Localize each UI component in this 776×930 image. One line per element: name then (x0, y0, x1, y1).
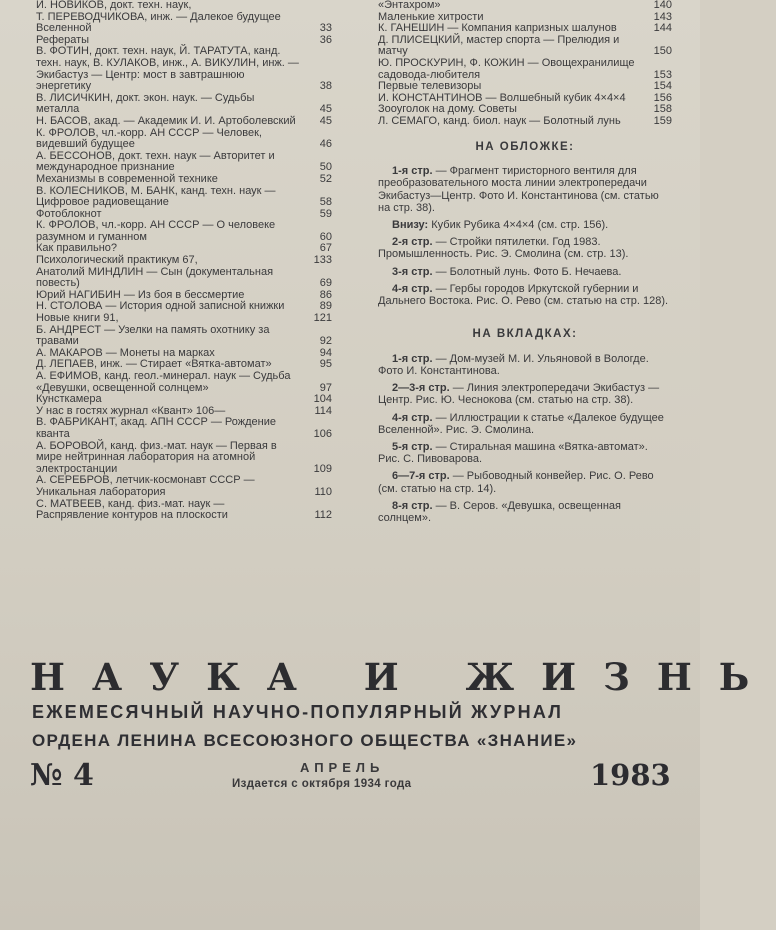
toc-entry-page: 156 (653, 91, 672, 104)
toc-entry-text: К. ФРОЛОВ, чл.-корр. АН СССР — О человеке разумном и гуманном (36, 219, 276, 243)
toc-entry-text: Н. БАСОВ, акад. — Академик И. И. Артоболевский (36, 114, 296, 127)
toc-entry (36, 46, 332, 92)
magazine-title: НАУКА И ЖИЗНЬ (30, 655, 776, 699)
toc-entry-page: 114 (314, 404, 332, 417)
toc-entry-text: Новые книги 91, (36, 312, 119, 325)
toc-entry-page: 94 (319, 346, 332, 359)
caption-text: — Болотный лунь. Фото Б. Нечаева. (435, 265, 622, 278)
toc-entry-page: 89 (319, 300, 332, 313)
toc-entry-page: 121 (313, 312, 332, 325)
toc-entry (36, 116, 332, 128)
toc-entry (36, 128, 332, 151)
toc-entry-text: И. НОВИКОВ, докт. техн. наук, (36, 0, 192, 11)
toc-right-list (378, 0, 672, 128)
caption-lead: 5-я стр. (392, 440, 433, 453)
caption-paragraph (378, 382, 672, 406)
toc-entry (36, 267, 332, 290)
caption-paragraph (378, 470, 672, 494)
toc-entry-page: 50 (319, 161, 332, 174)
toc-entry-text: И. КОНСТАНТИНОВ — Волшебный кубик 4×4×4 (378, 91, 626, 104)
toc-entry-page: 158 (653, 103, 672, 116)
caption-paragraph (378, 412, 672, 436)
caption-lead: 4-я стр. (392, 282, 433, 295)
toc-entry-page: 110 (314, 485, 332, 498)
toc-entry (378, 116, 672, 128)
toc-entry (36, 417, 332, 440)
toc-entry-page: 86 (319, 288, 332, 301)
toc-entry-page: 143 (653, 10, 672, 23)
toc-entry (36, 12, 332, 35)
toc-entry-text: Фотоблокнот (36, 207, 102, 220)
toc-entry-text: Маленькие хитрости (378, 10, 484, 23)
toc-entry-page: 45 (319, 103, 332, 116)
toc-entry-text: В. ЛИСИЧКИН, докт. экон. наук. — Судьбы металла (36, 91, 255, 116)
toc-entry-text: А. СЕРЕБРОВ, летчик-космонавт СССР — Уникальная лаборатория (36, 474, 255, 498)
toc-entry-text: К. ГАНЕШИН — Компания капризных шалунов (378, 22, 617, 35)
toc-entry (36, 475, 332, 498)
toc-entry-text: С. МАТВЕЕВ, канд. физ.-мат. наук — Распрявление контуров на плоскости (36, 497, 228, 522)
toc-entry-page: 106 (313, 427, 332, 440)
toc-entry (378, 0, 672, 12)
toc-entry-page: 38 (319, 80, 332, 93)
toc-entry (378, 35, 672, 58)
toc-entry (36, 255, 332, 267)
toc-left-column (36, 0, 332, 522)
toc-entry-text: В. КОЛЕСНИКОВ, М. БАНК, канд. техн. наук — Цифровое радиовещание (36, 184, 276, 209)
caption-lead: 6—7-я стр. (392, 470, 450, 483)
toc-entry-text: А. БОРОВОЙ, канд. физ.-мат. наук — Первая в мире нейтринная лаборатория на атомной электростанции (36, 439, 277, 475)
toc-entry-text: Т. ПЕРЕВОДЧИКОВА, инж. — Далекое будущее Вселенной (36, 10, 281, 35)
toc-entry-text: В. ФАБРИКАНТ, акад. АПН СССР — Рождение кванта (36, 416, 276, 440)
toc-entry-page: 159 (653, 114, 672, 127)
caption-lead: 1-я стр. (392, 165, 433, 178)
toc-entry (36, 313, 332, 325)
toc-entry-text: Д. ЛЕПАЕВ, инж. — Стирает «Вятка-автомат» (36, 358, 272, 371)
toc-entry-page: 60 (319, 230, 332, 243)
cover-heading: НА ОБЛОЖКЕ: (475, 140, 575, 153)
toc-entry-page: 153 (653, 68, 672, 81)
toc-entry-page: 112 (314, 509, 332, 522)
inserts-description (378, 353, 672, 524)
magazine-subtitle: ЕЖЕМЕСЯЧНЫЙ НАУЧНО-ПОПУЛЯРНЫЙ ЖУРНАЛ (32, 702, 564, 722)
toc-entry-page: 133 (313, 254, 332, 267)
toc-entry-text: А. МАКАРОВ — Монеты на марках (36, 346, 215, 359)
caption-lead: 3-я стр. (392, 265, 433, 278)
toc-entry (36, 186, 332, 209)
caption-lead: 4-я стр. (392, 411, 433, 424)
toc-entry-page: 69 (319, 277, 332, 290)
toc-entry-page: 36 (319, 33, 332, 46)
toc-entry-text: Юрий НАГИБИН — Из боя в бессмертие (36, 288, 245, 301)
toc-entry-page: 109 (313, 462, 332, 475)
toc-entry-text: К. ФРОЛОВ, чл.-корр. АН СССР — Человек, видевший будущее (36, 126, 262, 151)
toc-entry (36, 220, 332, 243)
toc-entry (378, 58, 672, 81)
caption-text: — Гербы городов Иркутской губернии и Дальнего Востока. Рис. О. Рево (см. статью на стр. 128). (378, 282, 669, 307)
caption-paragraph (378, 165, 672, 214)
toc-entry-text: Ю. ПРОСКУРИН, Ф. КОЖИН — Овощехранилище садовода-любителя (378, 56, 635, 81)
caption-paragraph (378, 236, 672, 260)
caption-text: — Стройки пятилетки. Год 1983. Промышленность. Рис. Э. Смолина (см. стр. 13). (378, 236, 629, 261)
toc-entry-text: «Энтахром» (378, 0, 441, 11)
caption-text: — Рыбоводный конвейер. Рис. О. Рево (см. статью на стр. 14). (378, 470, 654, 495)
caption-text: — Фрагмент тиристорного вентиля для преобразовательного моста линии электропередачи Экибастуз—Центр. Фото И. Константинова (см. статью на стр. 38). (378, 165, 659, 214)
caption-text: — Дом-музей М. И. Ульяновой в Вологде. Фото И. Константинова. (378, 352, 649, 377)
toc-entry-text: В. ФОТИН, докт. техн. наук, Й. ТАРАТУТА, канд. техн. наук, В. КУЛАКОВ, инж., А. ВИКУЛИН, инж. — Экибастуз — Центр: мост в завтрашнюю энергетику (36, 45, 299, 93)
toc-entry-page: 154 (653, 80, 672, 93)
published-since: Издается с октября 1934 года (232, 778, 412, 790)
toc-entry-text: Н. СТОЛОВА — История одной записной книжки (36, 300, 285, 313)
toc-entry (378, 81, 672, 93)
toc-entry-page: 46 (319, 138, 332, 151)
caption-text: Кубик Рубика 4×4×4 (см. стр. 156). (431, 218, 609, 231)
caption-text: — Линия электропередачи Экибастуз — Центр. Рис. Ю. Чеснокова (см. статью на стр. 38). (378, 382, 660, 407)
toc-right-column (378, 0, 672, 529)
toc-entry-page: 144 (653, 22, 672, 35)
issue-number: № 4 (30, 758, 94, 793)
toc-entry (36, 93, 332, 116)
issue-year: 1983 (590, 758, 671, 792)
inserts-heading: НА ВКЛАДКАХ: (472, 328, 578, 341)
toc-entry (36, 325, 332, 348)
caption-lead: 1-я стр. (392, 352, 433, 365)
toc-entry-page: 33 (319, 22, 332, 35)
toc-entry (36, 441, 332, 476)
caption-lead: 2-я стр. (392, 236, 433, 249)
caption-paragraph (378, 219, 672, 231)
toc-entry (36, 371, 332, 394)
caption-paragraph (378, 353, 672, 377)
toc-entry-page: 45 (319, 114, 332, 127)
toc-entry-text: Л. СЕМАГО, канд. биол. наук — Болотный лунь (378, 114, 621, 127)
toc-entry-page: 58 (319, 196, 332, 209)
caption-lead: Внизу: (392, 218, 429, 231)
issue-month: АПРЕЛЬ (300, 760, 385, 775)
caption-paragraph (378, 283, 672, 307)
caption-lead: 2—3-я стр. (392, 382, 450, 395)
toc-entry-text: А. БЕССОНОВ, докт. техн. наук — Авторитет и международное признание (36, 149, 275, 174)
toc-entry-page: 150 (653, 45, 672, 58)
toc-entry-text: Психологический практикум 67, (36, 254, 198, 267)
caption-paragraph (378, 266, 672, 278)
toc-entry-page: 97 (319, 381, 332, 394)
toc-entry-page: 67 (319, 242, 332, 255)
toc-entry-page: 92 (319, 335, 332, 348)
toc-entry-page: 59 (319, 207, 332, 220)
cover-description (378, 165, 672, 307)
magazine-publisher: ОРДЕНА ЛЕНИНА ВСЕСОЮЗНОГО ОБЩЕСТВА «ЗНАНИЕ» (32, 731, 578, 750)
toc-entry (36, 174, 332, 186)
toc-entry-text: А. ЕФИМОВ, канд. геол.-минерал. наук — Судьба «Девушки, освещенной солнцем» (36, 370, 291, 394)
toc-entry (36, 0, 332, 12)
toc-entry-text: Рефераты (36, 33, 90, 46)
toc-entry-text: Зооуголок на дому. Советы (378, 103, 517, 116)
toc-entry-text: Механизмы в современной технике (36, 172, 218, 185)
toc-entry-page: 104 (313, 393, 332, 406)
toc-entry-text: Б. АНДРЕСТ — Узелки на память охотнику за травами (36, 323, 270, 348)
toc-entry-page: 52 (319, 172, 332, 185)
caption-paragraph (378, 500, 672, 524)
caption-text: — Стиральная машина «Вятка-автомат». Рис. С. Пивоварова. (378, 440, 648, 466)
toc-entry-page: 95 (319, 358, 332, 371)
toc-entry-text: У нас в гостях журнал «Квант» 106— (36, 404, 226, 417)
toc-entry-page: 140 (653, 0, 672, 11)
toc-entry-text: Кунсткамера (36, 393, 102, 406)
caption-text: — Иллюстрации к статье «Далекое будущее Вселенной». Рис. Э. Смолина. (378, 411, 664, 436)
toc-entry (36, 151, 332, 174)
toc-entry-text: Д. ПЛИСЕЦКИЙ, мастер спорта — Прелюдия и матчу (378, 33, 620, 58)
toc-entry-text: Первые телевизоры (378, 80, 482, 93)
toc-entry-text: Как правильно? (36, 242, 118, 255)
caption-lead: 8-я стр. (392, 499, 433, 512)
toc-entry (36, 499, 332, 522)
caption-text: — В. Серов. «Девушка, освещенная солнцем». (378, 499, 621, 524)
toc-entry-text: Анатолий МИНДЛИН — Сын (документальная повесть) (36, 265, 274, 290)
caption-paragraph (378, 441, 672, 465)
